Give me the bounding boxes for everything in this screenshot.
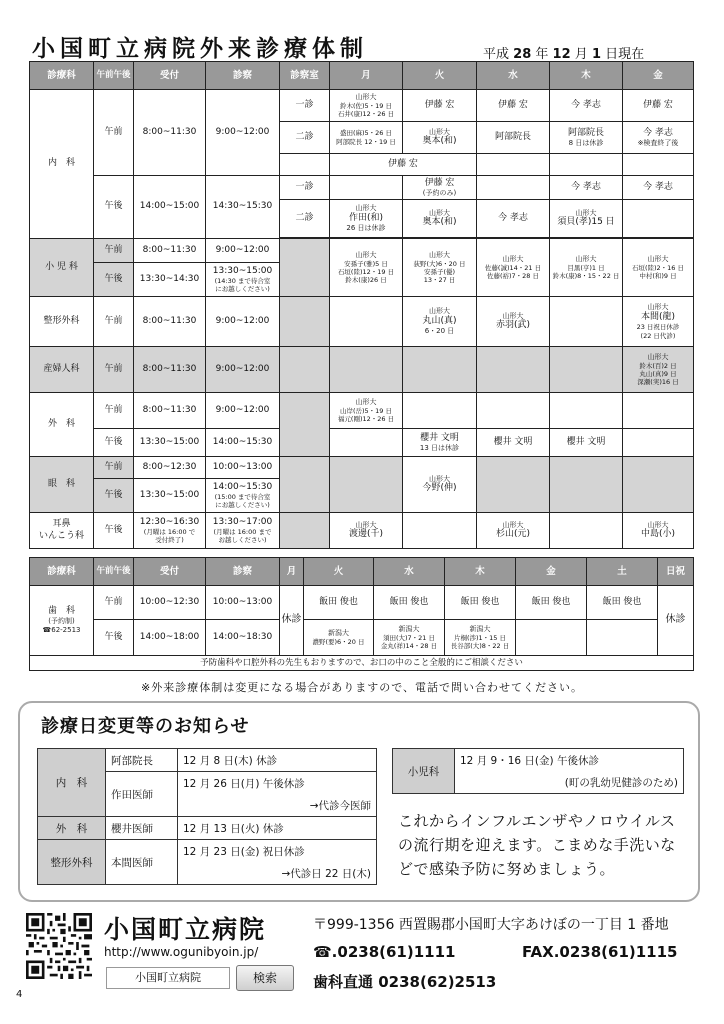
period-cell: 午後	[94, 176, 134, 239]
outpatient-schedule-table	[29, 61, 694, 549]
doctor-cell: 山形大 中島(小)	[623, 513, 694, 549]
period-cell: 午前	[94, 586, 134, 620]
notice-table	[37, 748, 377, 885]
empty-cell	[623, 429, 694, 457]
table-row	[30, 176, 694, 200]
exam-time: 9:00~12:00	[206, 393, 280, 429]
doctor-cell: 伊藤 宏 (予約のみ)	[403, 176, 477, 200]
reception-time: 14:00~15:00	[134, 176, 206, 239]
header-cell: 月	[330, 62, 403, 90]
table-row	[30, 393, 694, 429]
notice-detail: →代診今医師	[178, 794, 377, 817]
page-number: 4	[16, 989, 23, 1000]
header-cell: 診察室	[280, 62, 330, 90]
period-cell: 午後	[94, 479, 134, 513]
header-cell: 診療科	[30, 558, 94, 586]
period-cell: 午前	[94, 297, 134, 347]
empty-cell	[330, 429, 403, 457]
reception-time: 10:00~12:30	[134, 586, 206, 620]
exam-time: 9:00~12:00	[206, 90, 280, 176]
table-row	[38, 817, 377, 840]
notice-detail: 12 月 13 日(火) 休診	[178, 817, 377, 840]
notice-dept: 内 科	[38, 749, 106, 817]
doctor-cell: 今 孝志 ※検査終了後	[623, 122, 694, 154]
doctor-cell: 飯田 俊也	[516, 586, 587, 620]
doctor-cell: 山形大 渡邊(千)	[330, 513, 403, 549]
doctor-cell: 伊藤 宏	[623, 90, 694, 122]
exam-time: 14:30~15:30	[206, 176, 280, 239]
header-cell: 午前午後	[94, 558, 134, 586]
room-cell: 二診	[280, 200, 330, 238]
doctor-cell: 飯田 俊也	[374, 586, 445, 620]
table-row	[393, 749, 684, 772]
search-input[interactable]: 小国町立病院	[106, 967, 230, 989]
empty-cell	[550, 513, 623, 549]
header-cell: 診察	[206, 62, 280, 90]
notice-title: 診療日変更等のお知らせ	[41, 716, 250, 737]
exam-time: 13:30~15:00 (14:30 まで待合室 にお越しください)	[206, 263, 280, 297]
reception-time: 13:30~15:00	[134, 479, 206, 513]
notice-doctor: 作田医師	[106, 772, 178, 817]
exam-time: 14:00~15:30 (15:00 まで待合室 にお越しください)	[206, 479, 280, 513]
reception-time: 14:00~18:00	[134, 620, 206, 656]
empty-cell	[550, 154, 623, 176]
notice-doctor: 阿部院長	[106, 749, 178, 772]
doctor-cell: 山形大 本間(龍) 23 日祝日休診 (22 日代診)	[623, 297, 694, 347]
header-cell: 日祝	[658, 558, 694, 586]
doctor-cell: 山形大 目黒(亨)1 日 鈴木(康)8・15・22 日	[550, 239, 623, 297]
dept-surgery: 外 科	[30, 393, 94, 457]
exam-time: 13:30~17:00 (月曜は 16:00 まで お越しください)	[206, 513, 280, 549]
reception-time: 12:30~16:30 (月曜は 16:00 で 受付終了)	[134, 513, 206, 549]
closed-cell: 休診	[658, 586, 694, 656]
period-cell: 午前	[94, 393, 134, 429]
header-cell: 診察	[206, 558, 280, 586]
empty-cell	[623, 393, 694, 429]
header-cell: 受付	[134, 558, 206, 586]
reception-time: 8:00~12:30	[134, 457, 206, 479]
doctor-cell: 阿部院長 8 日は休診	[550, 122, 623, 154]
header-cell: 木	[550, 62, 623, 90]
period-cell: 午前	[94, 347, 134, 393]
table-row	[38, 840, 377, 863]
empty-cell	[477, 393, 550, 429]
table-row	[30, 457, 694, 479]
table-row	[38, 749, 377, 772]
phone-number: ☎.0238(61)1111	[313, 943, 456, 961]
empty-cell	[330, 457, 403, 513]
doctor-cell: 山形大 鈴木(百)2 日 丸山(真)9 日 深瀬(実)16 日	[623, 347, 694, 393]
hospital-name: 小国町立病院	[104, 915, 267, 944]
doctor-cell: 山形大 鈴木(佐)5・19 日 石井(康)12・26 日	[330, 90, 403, 122]
header-cell: 受付	[134, 62, 206, 90]
empty-cell	[403, 347, 477, 393]
period-cell: 午後	[94, 263, 134, 297]
doctor-cell: 山形大 荻野(大)6・20 日 安孫子(優) 13・27 日	[403, 239, 477, 297]
reception-time: 8:00~11:30	[134, 393, 206, 429]
qr-code-icon	[26, 913, 92, 979]
doctor-cell: 伊藤 宏	[477, 90, 550, 122]
doctor-cell: 山形大 奥本(和)	[403, 200, 477, 238]
doctor-cell: 櫻井 文明	[550, 429, 623, 457]
exam-time: 9:00~12:00	[206, 239, 280, 263]
doctor-cell: 山形大 丸山(真) 6・20 日	[403, 297, 477, 347]
period-cell: 午前	[94, 90, 134, 176]
empty-cell	[477, 154, 550, 176]
table-row	[30, 90, 694, 122]
doctor-cell: 山形大 山岸(岳)5・19 日 福元(剛)12・26 日	[330, 393, 403, 429]
header-cell: 診療科	[30, 62, 94, 90]
doctor-cell: 新潟大 須田(大)7・21 日 金丸(祥)14・28 日	[374, 620, 445, 656]
notice-detail: 12 月 26 日(月) 午後休診	[178, 772, 377, 795]
doctor-cell: 阿部院長	[477, 122, 550, 154]
period-cell: 午前	[94, 457, 134, 479]
doctor-cell: 飯田 俊也	[445, 586, 516, 620]
room-cell	[280, 513, 330, 549]
table-row	[30, 429, 694, 457]
reception-time: 13:30~15:00	[134, 429, 206, 457]
table-row	[30, 656, 694, 671]
empty-cell	[516, 620, 587, 656]
header-cell: 金	[516, 558, 587, 586]
dental-schedule-table	[29, 557, 694, 671]
header-cell: 水	[477, 62, 550, 90]
room-cell: 一診	[280, 90, 330, 122]
empty-cell	[330, 297, 403, 347]
header-cell: 火	[304, 558, 374, 586]
header-cell: 水	[374, 558, 445, 586]
doctor-cell: 山形大 奥本(和)	[403, 122, 477, 154]
dental-note: 予防歯科や口腔外科の先生もおりますので、お口の中のこと全般的にご相談ください	[30, 656, 694, 671]
as-of-date: 平成 28 年 12 月 1 日現在	[483, 47, 645, 62]
closed-cell: 休診	[280, 586, 304, 656]
doctor-cell: 山形大 佐藤(誠)14・21 日 佐藤(裕)7・28 日	[477, 239, 550, 297]
reception-time: 13:30~14:30	[134, 263, 206, 297]
table-header-row	[30, 62, 694, 90]
notice-detail: (町の乳幼児健診のため)	[455, 771, 684, 794]
health-message: これからインフルエンザやノロウイルスの流行期を迎えます。こまめな手洗いなどで感染予防に努めましょう。	[398, 812, 676, 878]
notice-detail: 12 月 9・16 日(金) 午後休診	[455, 749, 684, 772]
room-cell	[280, 393, 330, 457]
notice-doctor: 櫻井医師	[106, 817, 178, 840]
dept-pediatrics: 小 児 科	[30, 239, 94, 297]
empty-cell	[623, 154, 694, 176]
notice-table-pediatrics	[392, 748, 684, 794]
header-cell: 午前午後	[94, 62, 134, 90]
table-row	[30, 297, 694, 347]
exam-time: 10:00~13:00	[206, 586, 280, 620]
dept-orthopedics: 整形外科	[30, 297, 94, 347]
doctor-cell: 山形大 安孫子(雅)5 日 石垣(陸)12・19 日 鈴木(康)26 日	[330, 239, 403, 297]
reception-time: 8:00~11:30	[134, 297, 206, 347]
doctor-cell: 今 孝志	[477, 200, 550, 238]
header-cell: 土	[587, 558, 658, 586]
room-cell	[280, 297, 330, 347]
dept-dental: 歯 科 (予約制) ☎62-2513	[30, 586, 94, 656]
doctor-cell: 飯田 俊也	[587, 586, 658, 620]
dept-ophthalmology: 眼 科	[30, 457, 94, 513]
empty-cell	[550, 457, 623, 513]
notice-detail: 12 月 23 日(金) 祝日休診	[178, 840, 377, 863]
table-row	[30, 347, 694, 393]
doctor-cell: 今 孝志	[550, 176, 623, 200]
dept-ent: 耳鼻 いんこう科	[30, 513, 94, 549]
notice-dept: 外 科	[38, 817, 106, 840]
reception-time: 8:00~11:30	[134, 239, 206, 263]
empty-cell	[623, 200, 694, 238]
room-cell	[280, 239, 330, 297]
table-header-row	[30, 558, 694, 586]
empty-cell	[623, 457, 694, 513]
room-cell	[280, 457, 330, 513]
empty-cell	[550, 297, 623, 347]
empty-cell	[330, 347, 403, 393]
header-cell: 木	[445, 558, 516, 586]
doctor-cell: 山形大 石垣(陸)2・16 日 中村(和)9 日	[623, 239, 694, 297]
exam-time: 14:00~18:30	[206, 620, 280, 656]
notice-dept: 整形外科	[38, 840, 106, 885]
table-row	[30, 586, 694, 620]
address: 〒999-1356 西置賜郡小国町大字あけぼの一丁目 1 番地	[313, 917, 669, 933]
period-cell: 午前	[94, 239, 134, 263]
room-cell	[280, 154, 330, 176]
website-url[interactable]: http://www.ogunibyoin.jp/	[104, 945, 259, 959]
empty-cell	[477, 347, 550, 393]
table-row	[30, 620, 694, 656]
notice-detail: →代診日 22 日(木)	[178, 862, 377, 885]
doctor-cell: 山形大 赤羽(武)	[477, 297, 550, 347]
doctor-cell: 飯田 俊也	[304, 586, 374, 620]
exam-time: 9:00~12:00	[206, 347, 280, 393]
header-cell: 金	[623, 62, 694, 90]
doctor-cell: 山形大 今野(伸)	[403, 457, 477, 513]
page-title: 小国町立病院外来診療体制	[32, 36, 368, 62]
notice-doctor: 本間医師	[106, 840, 178, 885]
room-cell: 二診	[280, 122, 330, 154]
exam-time: 9:00~12:00	[206, 297, 280, 347]
doctor-cell: 伊藤 宏	[330, 154, 477, 176]
reception-time: 8:00~11:30	[134, 90, 206, 176]
empty-cell	[403, 393, 477, 429]
empty-cell	[403, 513, 477, 549]
empty-cell	[550, 347, 623, 393]
empty-cell	[477, 176, 550, 200]
exam-time: 14:00~15:30	[206, 429, 280, 457]
period-cell: 午後	[94, 513, 134, 549]
period-cell: 午後	[94, 620, 134, 656]
header-cell: 火	[403, 62, 477, 90]
doctor-cell: 新潟大 濃野(要)6・20 日	[304, 620, 374, 656]
dept-obstetrics: 産婦人科	[30, 347, 94, 393]
doctor-cell: 今 孝志	[550, 90, 623, 122]
room-cell	[280, 347, 330, 393]
doctor-cell: 山形大 杉山(元)	[477, 513, 550, 549]
header-cell: 月	[280, 558, 304, 586]
table-row	[30, 239, 694, 263]
doctor-cell: 今 孝志	[623, 176, 694, 200]
table-row	[30, 513, 694, 549]
room-cell: 一診	[280, 176, 330, 200]
dept-internal-medicine: 内 科	[30, 90, 94, 239]
empty-cell	[477, 457, 550, 513]
doctor-cell: 櫻井 文明 13 日は休診	[403, 429, 477, 457]
period-cell: 午後	[94, 429, 134, 457]
doctor-cell: 櫻井 文明	[477, 429, 550, 457]
doctor-cell: 伊藤 宏	[403, 90, 477, 122]
schedule-warning: ※外来診療体制は変更になる場合がありますので、電話で問い合わせてください。	[141, 681, 583, 694]
notice-dept: 小児科	[393, 749, 455, 794]
schedule-change-notice	[18, 701, 700, 902]
exam-time: 10:00~13:00	[206, 457, 280, 479]
empty-cell	[587, 620, 658, 656]
dental-direct-line: 歯科直通 0238(62)2513	[313, 973, 497, 991]
search-button[interactable]: 検索	[236, 965, 294, 991]
notice-detail: 12 月 8 日(木) 休診	[178, 749, 377, 772]
doctor-cell: 盛田(麻)5・26 日 阿部院長 12・19 日	[330, 122, 403, 154]
reception-time: 8:00~11:30	[134, 347, 206, 393]
doctor-cell: 新潟大 片桐(渉)1・15 日 長谷部(大)8・22 日	[445, 620, 516, 656]
empty-cell	[550, 393, 623, 429]
fax-number: FAX.0238(61)1115	[522, 943, 678, 961]
doctor-cell: 山形大 須貝(孝)15 日	[550, 200, 623, 238]
empty-cell	[330, 176, 403, 200]
footer	[0, 905, 724, 1015]
doctor-cell: 山形大 作田(和) 26 日は休診	[330, 200, 403, 238]
